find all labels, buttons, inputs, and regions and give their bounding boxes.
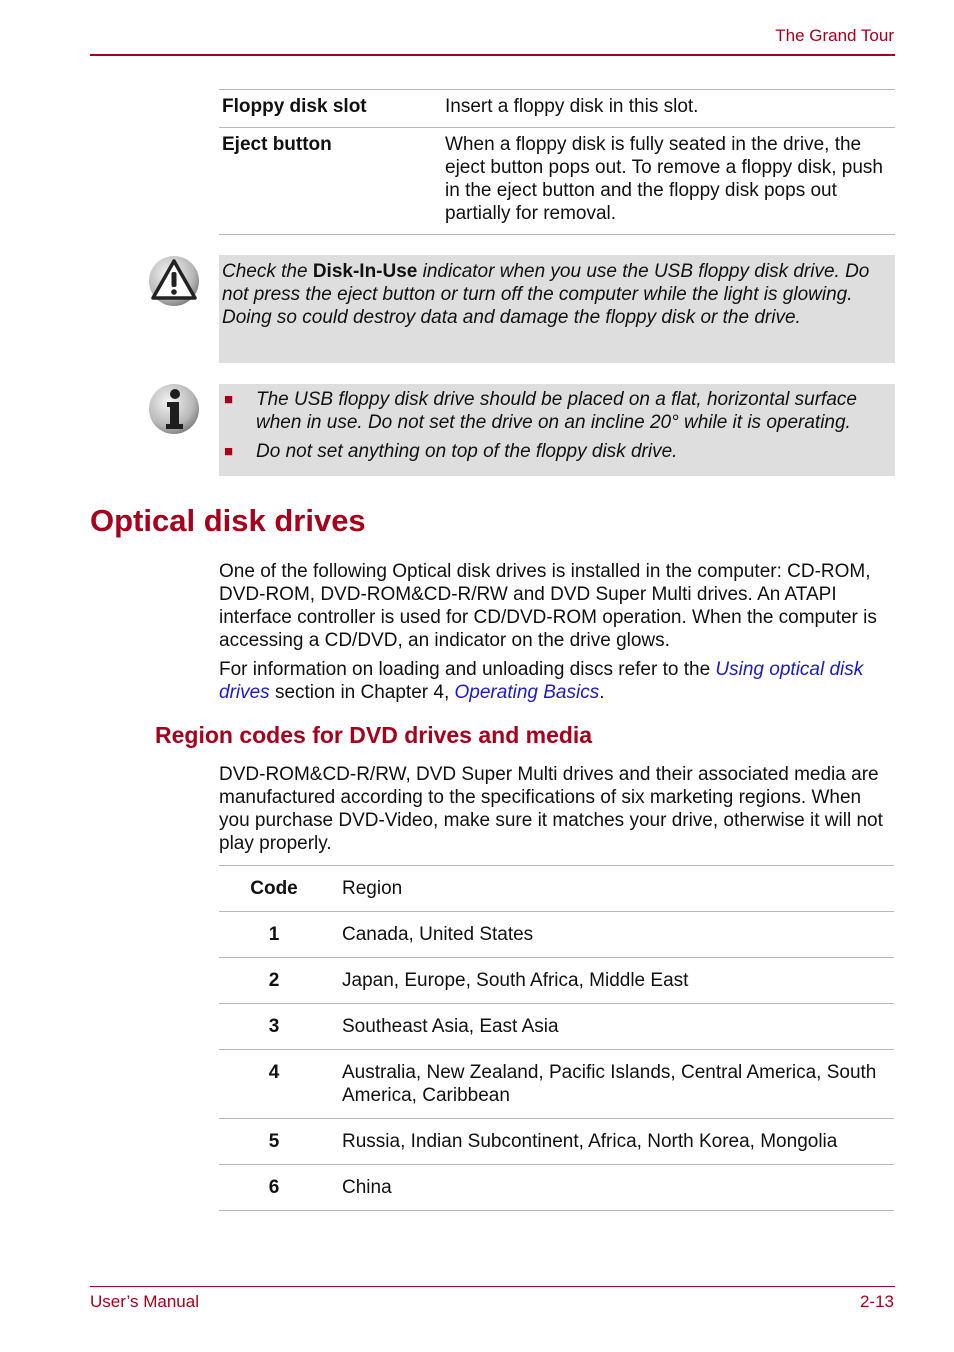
- region-code: 3: [268, 1016, 280, 1037]
- region-name: Canada, United States: [342, 924, 534, 945]
- footer-manual-title: User’s Manual: [90, 1292, 199, 1311]
- description: Insert a floppy disk in this slot.: [445, 96, 699, 117]
- region-name: China: [342, 1177, 392, 1198]
- table-row: [219, 958, 894, 1004]
- column-header-region: Region: [342, 878, 403, 899]
- subsection-title: Region codes for DVD drives and media: [155, 722, 593, 748]
- paragraph: One of the following Optical disk drives is installed in the computer: CD-ROM, DVD-ROM, DVD-ROM&CD-R/RW and DVD Super Multi drives. An ATAPI interface controller is used for CD/DVD-ROM operation. When the computer is accessing a CD/DVD, an indicator on the drive glows.: [219, 561, 877, 651]
- table-row: [219, 89, 895, 127]
- region-code: 2: [268, 970, 280, 991]
- text: For information on loading and unloading discs refer to the: [219, 659, 716, 680]
- table-row: [219, 1050, 894, 1119]
- page-number: 2-13: [859, 1292, 894, 1311]
- list-item: [222, 440, 891, 463]
- table-row: [219, 1165, 894, 1211]
- bullet-text: Do not set anything on top of the floppy disk drive.: [256, 441, 678, 462]
- section-title: Optical disk drives: [90, 503, 366, 538]
- bullet-text: The USB floppy disk drive should be placed on a flat, horizontal surface when in use. Do not set the drive on an incline 20° while it is operating.: [256, 389, 857, 433]
- running-header: The Grand Tour: [775, 26, 894, 45]
- table-header-row: [219, 866, 894, 912]
- paragraph: DVD-ROM&CD-R/RW, DVD Super Multi drives and their associated media are manufactured according to the specifications of six marketing regions. When you purchase DVD-Video, make sure it matches your drive, otherwise it will not play properly.: [219, 764, 883, 854]
- footer-rule: [90, 1286, 895, 1287]
- term: Eject button: [222, 134, 332, 155]
- definition-table: [219, 89, 895, 235]
- info-icon: [148, 383, 200, 435]
- caution-text-post: indicator when you use the USB floppy disk drive. Do not press the eject button or turn off the computer while the light is glowing. Doing so could destroy data and damage the floppy disk or the drive.: [222, 261, 870, 328]
- link-using-optical-disk-drives[interactable]: Using optical disk drives: [219, 659, 864, 703]
- region-code: 4: [268, 1062, 280, 1083]
- region-code: 1: [268, 924, 280, 945]
- text: .: [599, 682, 605, 703]
- link-operating-basics[interactable]: Operating Basics: [454, 682, 600, 703]
- column-header-code: Code: [250, 878, 298, 899]
- info-note: [219, 384, 895, 476]
- header-rule: [90, 54, 895, 56]
- region-name: Japan, Europe, South Africa, Middle East: [342, 970, 689, 991]
- caution-text-pre: Check the: [222, 261, 313, 282]
- region-name: Australia, New Zealand, Pacific Islands, Central America, South America, Caribbean: [342, 1062, 877, 1106]
- region-name: Russia, Indian Subcontinent, Africa, North Korea, Mongolia: [342, 1131, 838, 1152]
- region-code: 6: [268, 1177, 280, 1198]
- table-row: [219, 912, 894, 958]
- region-code: 5: [268, 1131, 280, 1152]
- region-table: [219, 865, 894, 1211]
- description: When a floppy disk is fully seated in the drive, the eject button pops out. To remove a floppy disk, push in the eject button and the floppy disk pops out partially for removal.: [445, 134, 883, 224]
- paragraph-with-links: [219, 658, 895, 704]
- caution-triangle-icon: [148, 255, 200, 307]
- bullet-square-icon: ■: [224, 391, 234, 408]
- table-row: [219, 127, 895, 235]
- caution-note: [219, 255, 895, 363]
- text: section in Chapter 4,: [269, 682, 455, 703]
- table-row: [219, 1119, 894, 1165]
- caution-text-bold: Disk-In-Use: [312, 261, 418, 282]
- region-name: Southeast Asia, East Asia: [342, 1016, 559, 1037]
- list-item: [222, 388, 891, 434]
- table-row: [219, 1004, 894, 1050]
- term: Floppy disk slot: [222, 96, 367, 117]
- bullet-square-icon: ■: [224, 443, 234, 460]
